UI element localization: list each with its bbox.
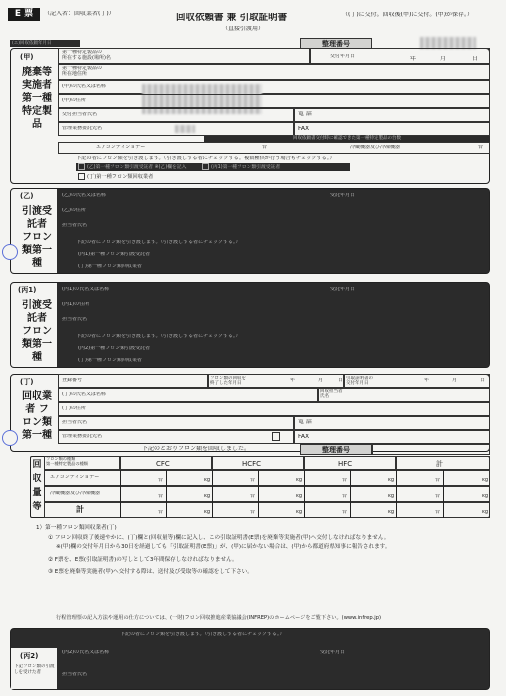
section-hei2-side-note: 下記フロン類の引渡しを受けた者 (14, 664, 55, 675)
section-hei1-tag: (丙1) (18, 286, 37, 294)
ko-check-tei[interactable] (78, 173, 85, 180)
table-col-head: フロン類の種類 第一種特定製品の種類 (46, 457, 88, 466)
tei-person-label: 担当者氏名 (62, 420, 88, 425)
ko-check-otsu[interactable] (78, 163, 85, 170)
ko-address2-label: (甲)の住所 (62, 98, 86, 103)
seal-box (272, 432, 280, 441)
form-page: E 票 （記入者：回収業者(丁)） 回収依頼書 兼 引取証明書 （直接引渡用） （(丁)に交付。回収後(甲)に交付。(甲)が保存。） (エ)回収依頼年月日 整理番号 (甲) 廃棄等実施者 第一種特定製品 第一種特定製品の 所在する施設(場所)名 交付年月日 年 月 日 第一種特定製品の 所在地住所 (甲)の氏名又は名称 (甲)の住所 交付担当者氏名 電 話 管理業務委託先名 FAX 回収依頼書交付時に確認できた第一種特定製品の台数 エアコンディショナー 台 冷蔵機器及び冷凍機器 台 下記の者にフロン類を引き渡します。（引き渡しする者にチェックする。複数種供が行う場合もチェックする。） (乙)第一種フロン類引渡受託者 ※(乙)欄を記入 (丙1)第一種フロン類引渡受託者 (丁)第一種フロン類回収業者 (乙) 引渡受託者 フロン類第一種 (乙)の氏名又は名称 受託年月日 (乙)の住所 担当者氏名 下記の者にフロン類を引き渡します。（引き渡しする者にチェックする。） (丙1)第一種フロン類引渡受託者 (丁)第一種フロン類回収業者 (丙1) 引渡受託者 フロン類第一種 (丙1)の氏名又は名称 受託年月日 (丙1)の住所 担当者氏名 下記の者にフロン類を引き渡します。（引き渡しする者にチェックする。） (丙2)第一種フロン類引渡受託者 (丁)第一種フロン類回収業者 (丁) 回収業者 フロン類第一種 登録番号 フロン類の回収を 終了した年月日 年 月 日 引取証明書の 交付年月日 年 月 日 (丁)の氏名又は名称 回収担当者 氏名 (丁)の住所 担当者氏名 電 話 管理業務委託先名 FAX 下記のとおりフロン類を回収しました。 整理番号 回収量等 フロン類の種類 第一種特定製品の種類 CFC HCFC HFC 計 エアコンディショナー 冷蔵機器及び冷凍機器 計 台 kg 台 kg 台 kg 台 kg 台 kg 台 kg 台 kg 台 kg 台 kg 台 kg 台 kg 台 kg 1）第一種フロン類回収業者(丁) ① フロン回収終了後速やかに、(丁)欄と(回収量等)欄に記入し、この引取証明書(E票)を廃棄等実施者(甲)へ交付しなければなりません。 ※(甲)欄の交付年月日から30日を経過しても「引取証明書(E票)」が、(甲)に届かない場合は、(甲)から都道府県知事に報告されます。 ② F票を、E票(引取証明書)の写しとして3年間保存しなければなりません。 ③ E票を廃棄等実施者(甲)へ交付する際は、送付及び受取等の確認をして下さい。 行程管理票の記入方法や運用の仕方については、(一財)フロン回収推進産業協議会(INFREP)のホームページをご覧下さい。(www.infrep.jp) 下記の者にフロン類を引き渡します。（引き渡しする者にチェックする。） (丙2) 下記フロン類の引渡しを受けた者 (丙2)の氏名又は名称 受託年月日 担当者氏名 (0, 0, 506, 696)
row-reito-label: 冷蔵機器及び冷凍機器 (50, 491, 101, 496)
tei-seiri-label: 整理番号 (300, 444, 372, 455)
tei-mgmt-label: 管理業務委託先名 (62, 434, 103, 439)
section-tei-tag: (丁) (20, 378, 34, 386)
row-aircon-label: エアコンディショナー (50, 475, 100, 480)
tei-reg-label: 登録番号 (62, 378, 83, 383)
tei-issue-date-label: 引取証明書の 交付年月日 (346, 376, 373, 387)
tei-recv-date-label: フロン類の回収を 終了した年月日 (210, 376, 246, 387)
section-ko-tag: (甲) (20, 53, 34, 61)
note-1: ① フロン回収終了後速やかに、(丁)欄と(回収量等)欄に記入し、この引取証明書(E票)を廃棄等実施者(甲)へ交付しなければなりません。 (48, 535, 390, 541)
ko-aircon-label: エアコンディショナー (96, 145, 146, 150)
section-tei-vertical-label: 回収業者 フロン類第一種 (22, 391, 52, 441)
ko-check-hei1[interactable] (202, 163, 209, 170)
ko-phone-label: 電 話 (298, 111, 312, 117)
ko-name-label: (甲)の氏名又は名称 (62, 84, 106, 89)
ko-check-note: 下記の者にフロン類を引き渡します。（引き渡しする者にチェックする。複数種供が行う場合もチェックする。） (76, 156, 335, 161)
seiri-number-label: 整理番号 (300, 38, 372, 49)
form-type-badge: E 票 (8, 8, 40, 21)
section-hei1 (10, 282, 490, 368)
col-total: 計 (436, 460, 443, 468)
form-subtitle: （直接引渡用） (222, 26, 265, 32)
col-hfc: HFC (338, 460, 353, 468)
section-otsu-vertical-label: 引渡受託者 フロン類第一種 (22, 206, 52, 269)
notes-footer: 行程管理票の記入方法や運用の仕方については、(一財)フロン回収推進産業協議会(INFREP)のホームページをご覧下さい。(www.infrep.jp) (56, 615, 382, 621)
ko-address-label: 第一種特定製品の 所在地住所 (62, 66, 103, 77)
note-2: ② F票を、E票(引取証明書)の写しとして3年間保存しなければなりません。 (48, 557, 238, 563)
col-hcfc: HCFC (242, 460, 262, 468)
section-otsu (10, 188, 490, 274)
note-1b: ※(甲)欄の交付年月日から30日を経過しても「引取証明書(E票)」が、(甲)に届かない場合は、(甲)から都道府県知事に報告されます。 (56, 544, 391, 550)
routing-note: （(丁)に交付。回収後(甲)に交付。(甲)が保存。） (342, 12, 474, 18)
recovery-vertical-label: 回収量等 (32, 460, 42, 512)
ko-units-note: 回収依頼書交付時に確認できた第一種特定製品の台数 (204, 136, 490, 142)
col-cfc: CFC (156, 460, 170, 468)
section-hei1-vertical-label: 引渡受託者 フロン類第一種 (22, 300, 52, 363)
tei-address-label: (丁)の住所 (62, 406, 86, 411)
tei-name-label: (丁)の氏名又は名称 (62, 392, 106, 397)
notes-heading: 1）第一種フロン類回収業者(丁) (36, 525, 117, 531)
tei-statement: 下記のとおりフロン類を回収しました。 (142, 446, 251, 452)
ko-person-label: 交付担当者氏名 (62, 112, 98, 117)
binder-hole-top (2, 244, 18, 260)
row-total-label: 計 (76, 505, 84, 514)
ko-reito-label: 冷蔵機器及び冷凍機器 (350, 145, 401, 150)
form-title: 回収依頼書 兼 引取証明書 (176, 13, 288, 23)
tei-recv-person-label: 回収担当者 氏名 (320, 389, 343, 400)
section-otsu-tag: (乙) (20, 192, 34, 200)
ko-date-label: 交付年月日 (330, 54, 356, 59)
ko-facility-label: 第一種特定製品の 所在する施設(場所)名 (62, 50, 111, 61)
ko-fax-label: FAX (298, 126, 310, 132)
ko-mgmt-label: 管理業務委託先名 (62, 126, 103, 131)
fill-by-note: （記入者：回収業者(丁)） (44, 11, 115, 17)
section-ko-vertical-label: 廃棄等実施者 第一種特定製品 (22, 67, 52, 130)
request-date-label: (エ)回収依頼年月日 (10, 40, 80, 47)
section-hei2-tag: (丙2) (20, 652, 39, 660)
note-3: ③ E票を廃棄等実施者(甲)へ交付する際は、送付及び受取等の確認をして下さい。 (48, 569, 253, 575)
binder-hole-bottom (2, 430, 18, 446)
